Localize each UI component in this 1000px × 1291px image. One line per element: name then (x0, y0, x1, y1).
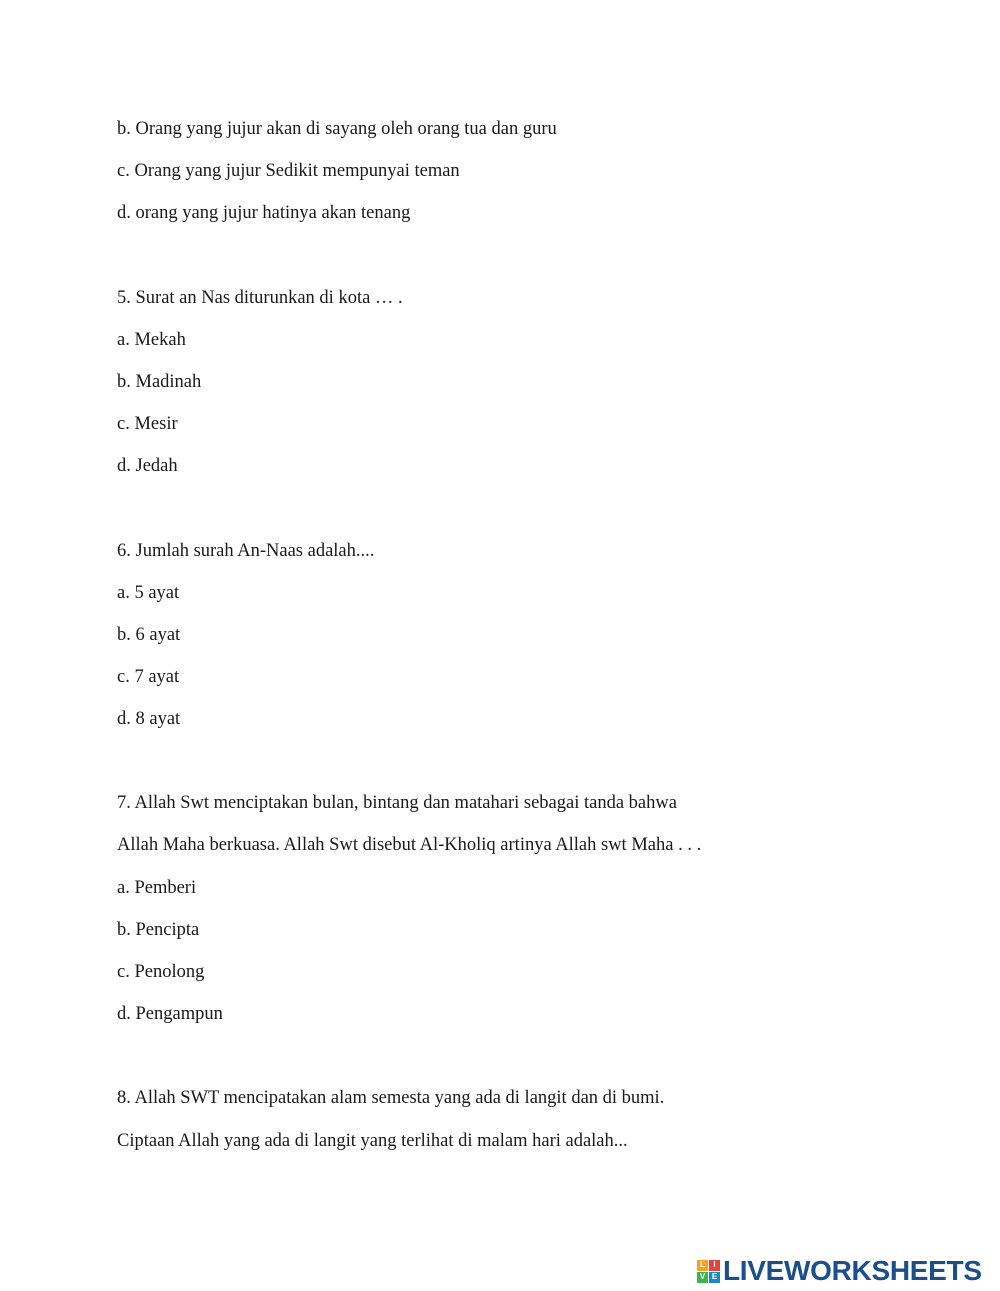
q6-option-b: b. 6 ayat (117, 625, 181, 645)
q7-option-d: d. Pengampun (117, 1004, 223, 1024)
q6-option-c: c. 7 ayat (117, 667, 180, 687)
logo-block-e: E (709, 1272, 720, 1283)
q7-question-line-1: 7. Allah Swt menciptakan bulan, bintang dan matahari sebagai tanda bahwa (117, 793, 677, 813)
q7-option-c: c. Penolong (117, 962, 205, 982)
logo-block-i: I (709, 1260, 720, 1271)
q7-option-a: a. Pemberi (117, 878, 197, 898)
q4-option-c: c. Orang yang jujur Sedikit mempunyai teman (117, 161, 460, 181)
q5-option-d: d. Jedah (117, 456, 178, 476)
q7-option-b: b. Pencipta (117, 920, 200, 940)
q6-question: 6. Jumlah surah An-Naas adalah.... (117, 541, 375, 561)
q6-option-a: a. 5 ayat (117, 583, 180, 603)
logo-block-v: V (697, 1272, 708, 1283)
logo-block-l: L (697, 1260, 708, 1271)
logo-live-blocks (697, 1260, 720, 1283)
q8-question-line-2: Ciptaan Allah yang ada di langit yang terlihat di malam hari adalah... (117, 1131, 628, 1151)
q7-question-line-2: Allah Maha berkuasa. Allah Swt disebut Al-Kholiq artinya Allah swt Maha . . . (117, 835, 702, 855)
q8-question-line-1: 8. Allah SWT mencipatakan alam semesta yang ada di langit dan di bumi. (117, 1088, 665, 1108)
q5-option-a: a. Mekah (117, 330, 186, 350)
q5-question: 5. Surat an Nas diturunkan di kota … . (117, 288, 403, 308)
q5-option-c: c. Mesir (117, 414, 178, 434)
liveworksheets-logo (697, 1255, 982, 1287)
q6-option-d: d. 8 ayat (117, 709, 181, 729)
logo-text: LIVEWORKSHEETS (723, 1255, 982, 1286)
q4-option-b: b. Orang yang jujur akan di sayang oleh orang tua dan guru (117, 119, 557, 139)
q4-option-d: d. orang yang jujur hatinya akan tenang (117, 203, 411, 223)
q5-option-b: b. Madinah (117, 372, 202, 392)
